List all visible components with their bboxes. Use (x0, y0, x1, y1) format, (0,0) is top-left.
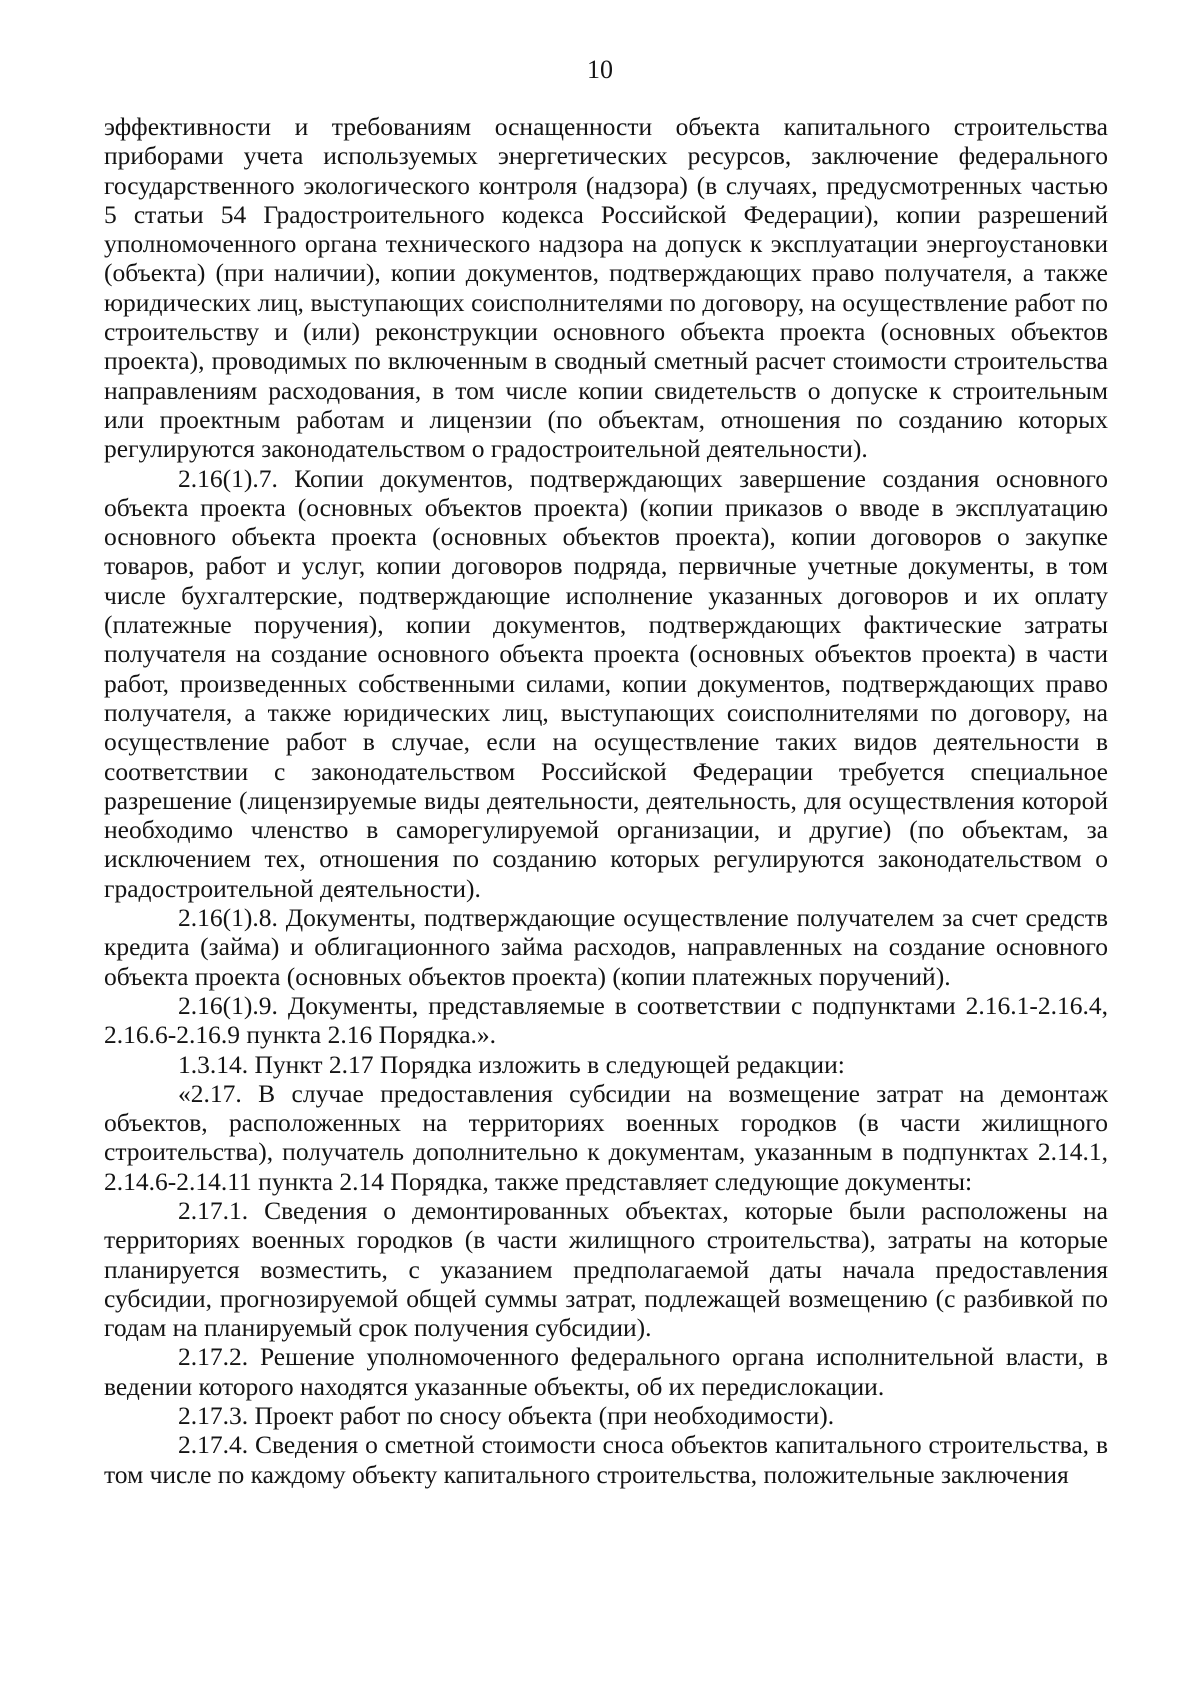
paragraph: 2.16(1).7. Копии документов, подтверждающих завершение создания основного объекта проекта (основных объектов проекта) (копии приказов о вводе в эксплуатацию основного объекта проекта (основных объектов проекта), копии договоров о закупке товаров, работ и услуг, копии договоров подряда, первичные учетные документы, в том числе бухгалтерские, подтверждающие исполнение указанных договоров и их оплату (платежные поручения), копии документов, подтверждающих фактические затраты получателя на создание основного объекта проекта (основных объектов проекта) в части работ, произведенных собственными силами, копии документов, подтверждающих право получателя, а также юридических лиц, выступающих соисполнителями по договору, на осуществление работ в случае, если на осуществление таких видов деятельности в соответствии с законодательством Российской Федерации требуется специальное разрешение (лицензируемые виды деятельности, деятельность, для осуществления которой необходимо членство в саморегулируемой организации, и другие) (по объектам, за исключением тех, отношения по созданию которых регулируются законодательством о градостроительной деятельности). (104, 463, 1108, 903)
paragraph: 1.3.14. Пункт 2.17 Порядка изложить в следующей редакции: (178, 1049, 845, 1079)
paragraph: 2.16(1).9. Документы, представляемые в соответствии с подпунктами 2.16.1-2.16.4, 2.16.6-2.16.9 пункта 2.16 Порядка.». (104, 990, 1108, 1050)
paragraph: 2.16(1).8. Документы, подтверждающие осуществление получателем за счет средств кредита (займа) и облигационного займа расходов, направленных на создание основного объекта проекта (основных объектов проекта) (копии платежных поручений). (104, 903, 1108, 991)
document-body (104, 112, 1108, 1489)
paragraph: 2.17.3. Проект работ по сносу объекта (при необходимости). (178, 1401, 835, 1431)
page-number: 10 (587, 55, 613, 84)
paragraph: 2.17.1. Сведения о демонтированных объектах, которые были расположены на территориях военных городков (в части жилищного строительства), затраты на которые планируется возместить, с указанием предполагаемой даты начала предоставления субсидии, прогнозируемой общей суммы затрат, подлежащей возмещению (с разбивкой по годам на планируемый срок получения субсидии). (104, 1195, 1108, 1343)
paragraph: «2.17. В случае предоставления субсидии на возмещение затрат на демонтаж объектов, расположенных на территориях военных городков (в части жилищного строительства), получатель дополнительно к документам, указанным в подпунктах 2.14.1, 2.14.6-2.14.11 пункта 2.14 Порядка, также представляет следующие документы: (104, 1078, 1108, 1196)
paragraph: эффективности и требованиям оснащенности объекта капитального строительства приборами учета используемых энергетических ресурсов, заключение федерального государственного экологического контроля (надзора) (в случаях, предусмотренных частью 5 статьи 54 Градостроительного кодекса Российской Федерации), копии разрешений уполномоченного органа технического надзора на допуск к эксплуатации энергоустановки (объекта) (при наличии), копии документов, подтверждающих право получателя, а также юридических лиц, выступающих соисполнителями по договору, на осуществление работ по строительству и (или) реконструкции основного объекта проекта (основных объектов проекта), проводимых по включенным в сводный сметный расчет стоимости строительства направлениям расходования, в том числе копии свидетельств о допуске к строительным или проектным работам и лицензии (по объектам, отношения по созданию которых регулируются законодательством о градостроительной деятельности). (104, 112, 1108, 464)
paragraph: 2.17.2. Решение уполномоченного федерального органа исполнительной власти, в ведении которого находятся указанные объекты, об их передислокации. (104, 1342, 1108, 1401)
paragraph: 2.17.4. Сведения о сметной стоимости сноса объектов капитального строительства, в том числе по каждому объекту капитального строительства, положительные заключения (104, 1430, 1108, 1489)
